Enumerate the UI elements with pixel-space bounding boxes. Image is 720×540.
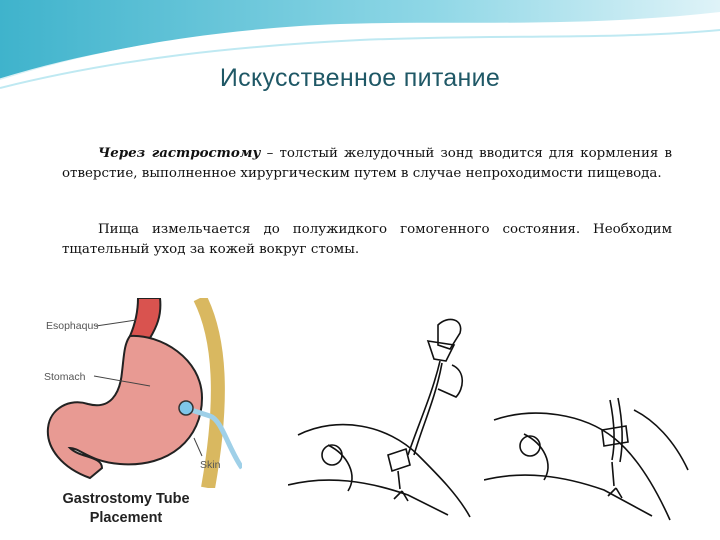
esophagus-pointer: [96, 320, 136, 326]
tube-balloon: [179, 401, 193, 415]
paragraph-1-text: – толстый желудочный зонд вводится для кормления в отверстие, выполненное хирургическим путем в случае непроходимости пищевода.: [62, 146, 673, 181]
label-stomach: Stomach: [44, 371, 86, 383]
caption-line-2: Placement: [89, 510, 163, 526]
esophagus-shape: [130, 298, 160, 338]
paragraph-gastrostomy: [62, 143, 672, 184]
feeding-via-funnel-illustration: [288, 305, 478, 525]
stomach-illustration: [10, 298, 242, 488]
paragraph-food-care: [62, 220, 672, 260]
label-esophagus: Esophaqus: [46, 320, 99, 332]
diagram-caption: [10, 490, 242, 528]
skin-pointer: [194, 438, 202, 456]
label-skin: Skin: [200, 459, 221, 471]
tube-clamped-illustration: [484, 390, 694, 530]
term-gastrostomy: Через гастростому: [98, 145, 261, 161]
paragraph-2-text: Пища измельчается до полужидкого гомогенного состояния. Необходим тщательный уход за кожей вокруг стомы.: [62, 222, 672, 257]
gastrostomy-diagram: [10, 298, 242, 534]
caption-line-1: Gastrostomy Tube: [62, 491, 190, 507]
slide-title: Искусственное питание: [219, 64, 501, 92]
